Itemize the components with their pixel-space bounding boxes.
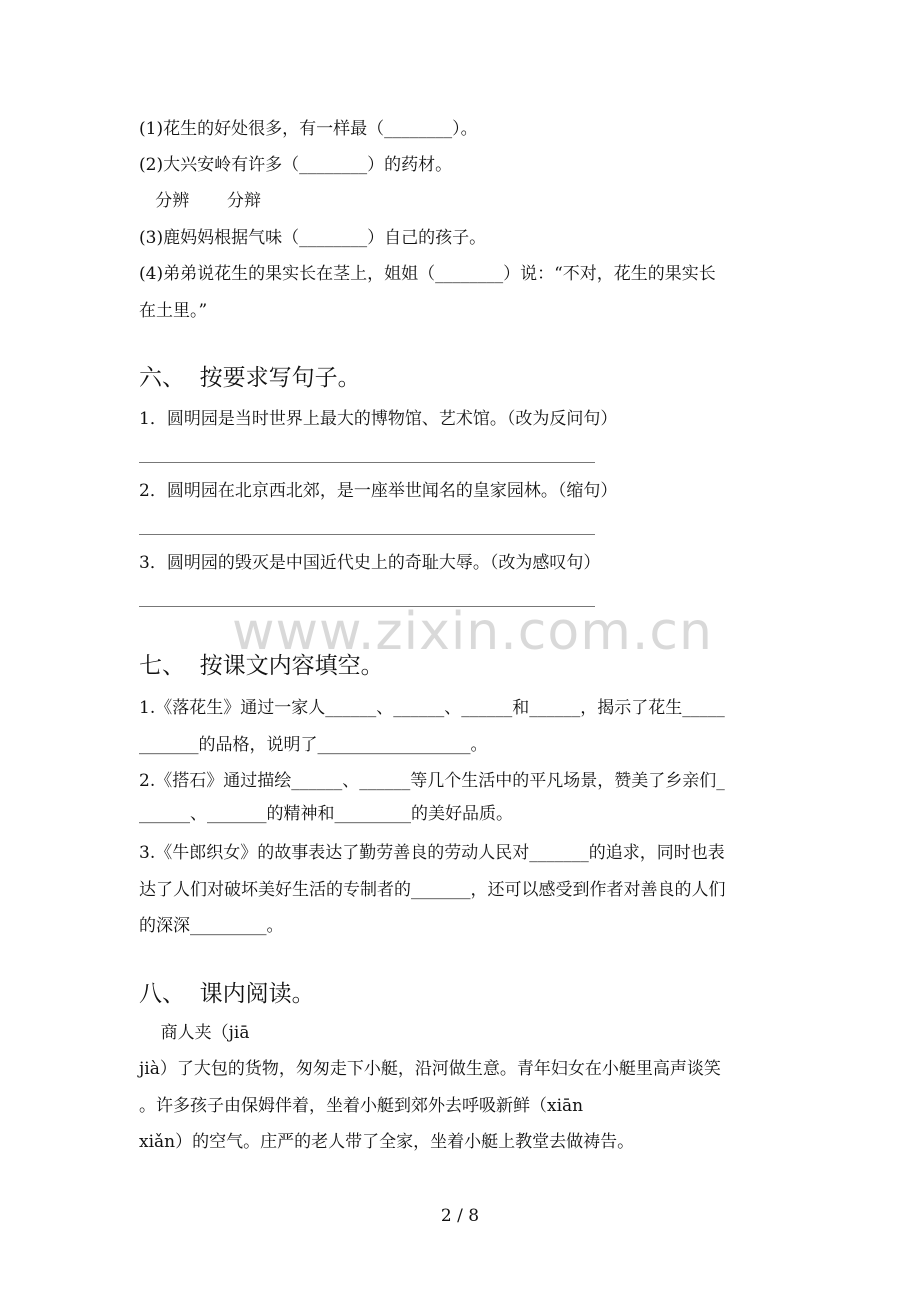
fill-line-7: 的深深_________。 [139,916,284,936]
fill-item-3: (3)鹿妈妈根据气味（________）自己的孩子。 [139,228,487,248]
fill-line-3: 2.《搭石》通过描绘______、______等几个生活中的平凡场景，赞美了乡亲们_ [139,771,725,791]
fill-line-5: 3.《牛郎织女》的故事表达了勤劳善良的劳动人民对_______的追求，同时也表 [139,843,725,863]
reading-line-3: 。许多孩子由保姆伴着，坐着小艇到郊外去呼吸新鲜（xiān [139,1096,584,1116]
fill-line-4: ______、_______的精神和_________的美好品质。 [139,804,513,824]
reading-line-1: 商人夹（jiā [139,1023,250,1043]
reading-line-4: xiǎn）的空气。庄严的老人带了全家，坐着小艇上教堂去做祷告。 [139,1132,635,1152]
section7-heading: 七、 按课文内容填空。 [139,653,384,679]
fill-item-1: (1)花生的好处很多，有一样最（________）。 [139,119,478,139]
reading-line-2: jià）了大包的货物，匆匆走下小艇，沿河做生意。青年妇女在小艇里高声谈笑 [139,1059,721,1079]
word-options: 分辨 分辩 [139,191,262,211]
fill-item-2: (2)大兴安岭有许多（________）的药材。 [139,155,453,175]
fill-item-4: (4)弟弟说花生的果实长在茎上，姐姐（________）说：“不对，花生的果实长 [139,264,716,284]
fill-line-6: 达了人们对破坏美好生活的专制者的_______，还可以感受到作者对善良的人们 [139,880,726,900]
question-3: 3．圆明园的毁灭是中国近代史上的奇耻大辱。（改为感叹句） [139,553,601,573]
page-number: 2 / 8 [440,1206,480,1226]
answer-line-1 [139,462,595,463]
watermark: www.zixin.com.cn [232,602,713,662]
section6-heading: 六、 按要求写句子。 [139,365,361,391]
answer-line-2 [139,534,595,535]
fill-item-4-cont: 在土里。” [139,301,208,321]
fill-line-1: 1.《落花生》通过一家人______、______、______和______，揭示了花生_____ [139,698,725,718]
question-2: 2．圆明园在北京西北郊，是一座举世闻名的皇家园林。（缩句） [139,481,618,501]
question-1: 1．圆明园是当时世界上最大的博物馆、艺术馆。（改为反问句） [139,409,618,429]
fill-line-2: _______的品格，说明了__________________。 [139,735,488,755]
section8-heading: 八、 课内阅读。 [139,981,315,1007]
